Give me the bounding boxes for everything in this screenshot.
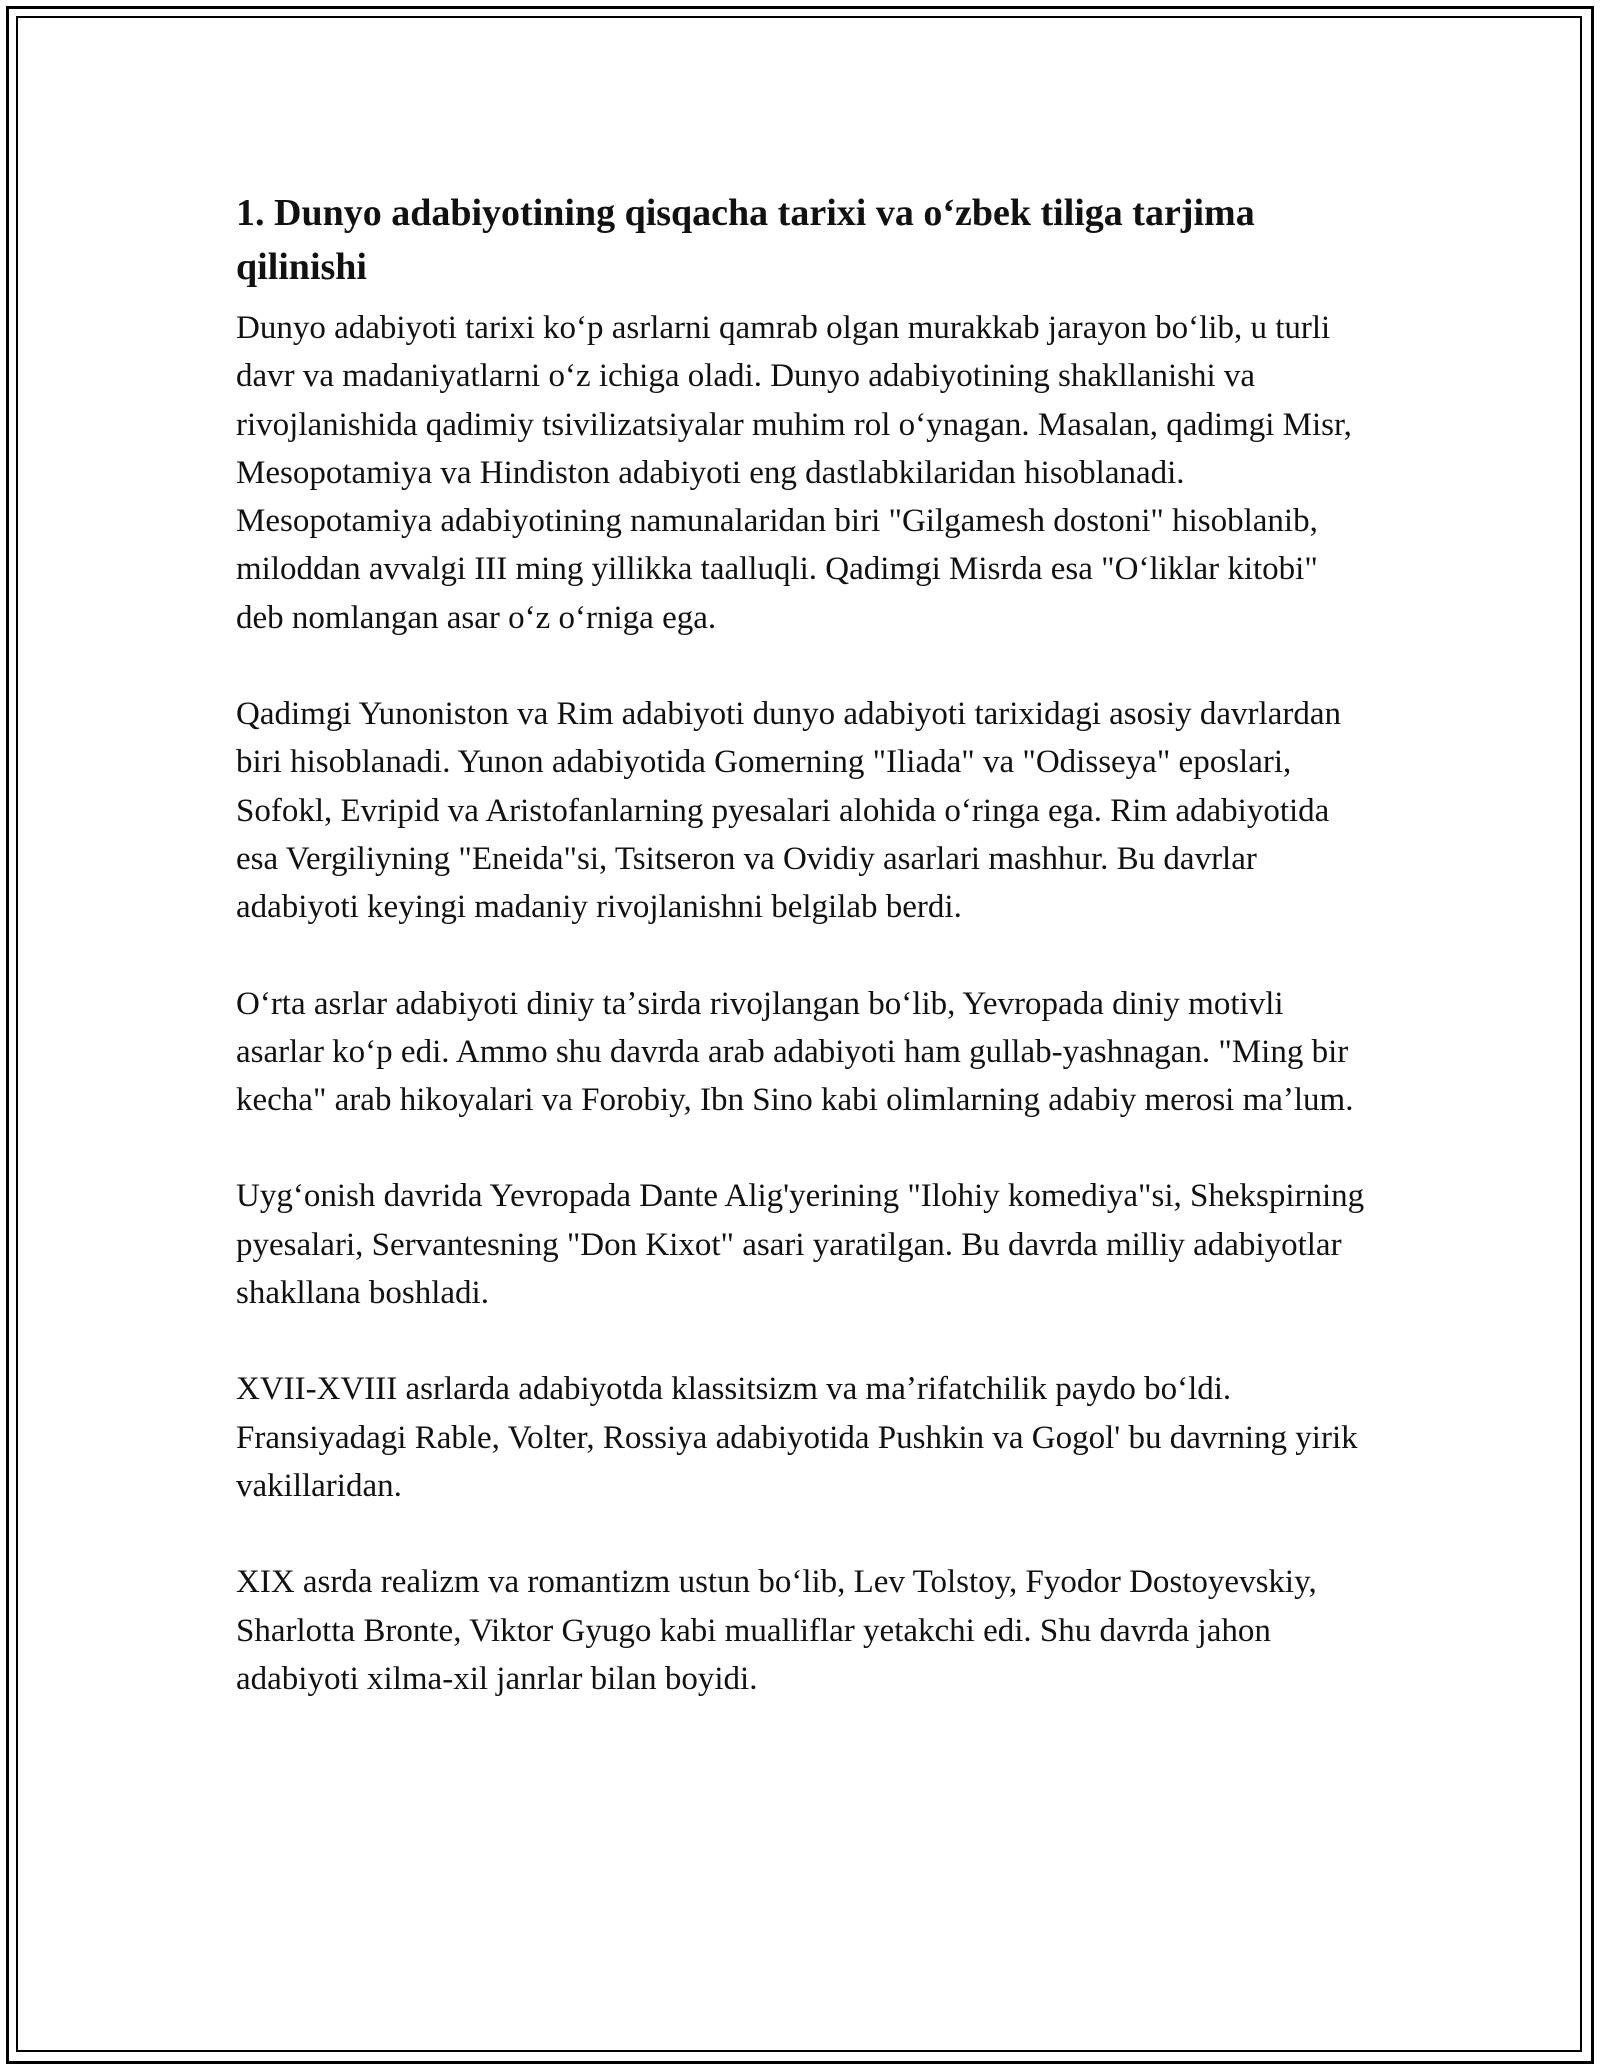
- paragraph-ancient-civilizations: Dunyo adabiyoti tarixi koʻp asrlarni qamrab olgan murakkab jarayon boʻlib, u turli davr va madaniyatlarni oʻz ichiga oladi. Dunyo adabiyotining shakllanishi va rivojlanishida qadimiy tsivilizatsiyalar muhim rol oʻynagan. Masalan, qadimgi Misr, Mesopotamiya va Hindiston adabiyoti eng dastlabkilaridan hisoblanadi. Mesopotamiya adabiyotining namunalaridan biri "Gilgamesh dostoni" hisoblanib, miloddan avvalgi III ming yillikka taalluqli. Qadimgi Misrda esa "Oʻliklar kitobi" deb nomlangan asar oʻz oʻrniga ega.: [236, 310, 1352, 636]
- page-title: 1. Dunyo adabiyotining qisqacha tarixi va oʻzbek tiliga tarjima qilinishi: [236, 192, 1255, 288]
- paragraph-19-century: XIX asrda realizm va romantizm ustun boʻlib, Lev Tolstoy, Fyodor Dostoyevskiy, Sharlotta Bronte, Viktor Gyugo kabi mualliflar yetakchi edi. Shu davrda jahon adabiyoti xilma-xil janrlar bilan boyidi.: [236, 1564, 1317, 1697]
- paragraph-spacer: [236, 1317, 1366, 1365]
- paragraph-spacer: [236, 932, 1366, 980]
- paragraph-renaissance: Uygʻonish davrida Yevropada Dante Alig'yerining "Ilohiy komediya"si, Shekspirning pyesalari, Servantesning "Don Kixot" asari yaratilgan. Bu davrda milliy adabiyotlar shakllana boshladi.: [236, 1178, 1365, 1312]
- paragraph-spacer: [236, 642, 1366, 690]
- paragraph-spacer: [236, 1510, 1366, 1558]
- paragraph-17-18-centuries: XVII-XVIII asrlarda adabiyotda klassitsizm va maʼrifatchilik paydo boʻldi. Fransiyadagi Rable, Volter, Rossiya adabiyotida Pushkin va Gogol' bu davrning yirik vakillaridan.: [236, 1371, 1358, 1504]
- paragraph-spacer: [236, 1124, 1366, 1172]
- paragraph-greece-rome: Qadimgi Yunoniston va Rim adabiyoti dunyo adabiyoti tarixidagi asosiy davrlardan biri hisoblanadi. Yunon adabiyotida Gomerning "Iliada" va "Odisseya" eposlari, Sofokl, Evripid va Aristofanlarning pyesalari alohida oʻringa ega. Rim adabiyotida esa Vergiliyning "Eneida"si, Tsitseron va Ovidiy asarlari mashhur. Bu davrlar adabiyoti keyingi madaniy rivojlanishni belgilab berdi.: [236, 696, 1342, 926]
- paragraph-middle-ages: Oʻrta asrlar adabiyoti diniy taʼsirda rivojlangan boʻlib, Yevropada diniy motivli asarlar koʻp edi. Ammo shu davrda arab adabiyoti ham gullab-yashnagan. "Ming bir kecha" arab hikoyalari va Forobiy, Ibn Sino kabi olimlarning adabiy merosi maʼlum.: [236, 985, 1354, 1119]
- document-body: [236, 186, 1366, 1703]
- title-spacer: [236, 294, 1366, 304]
